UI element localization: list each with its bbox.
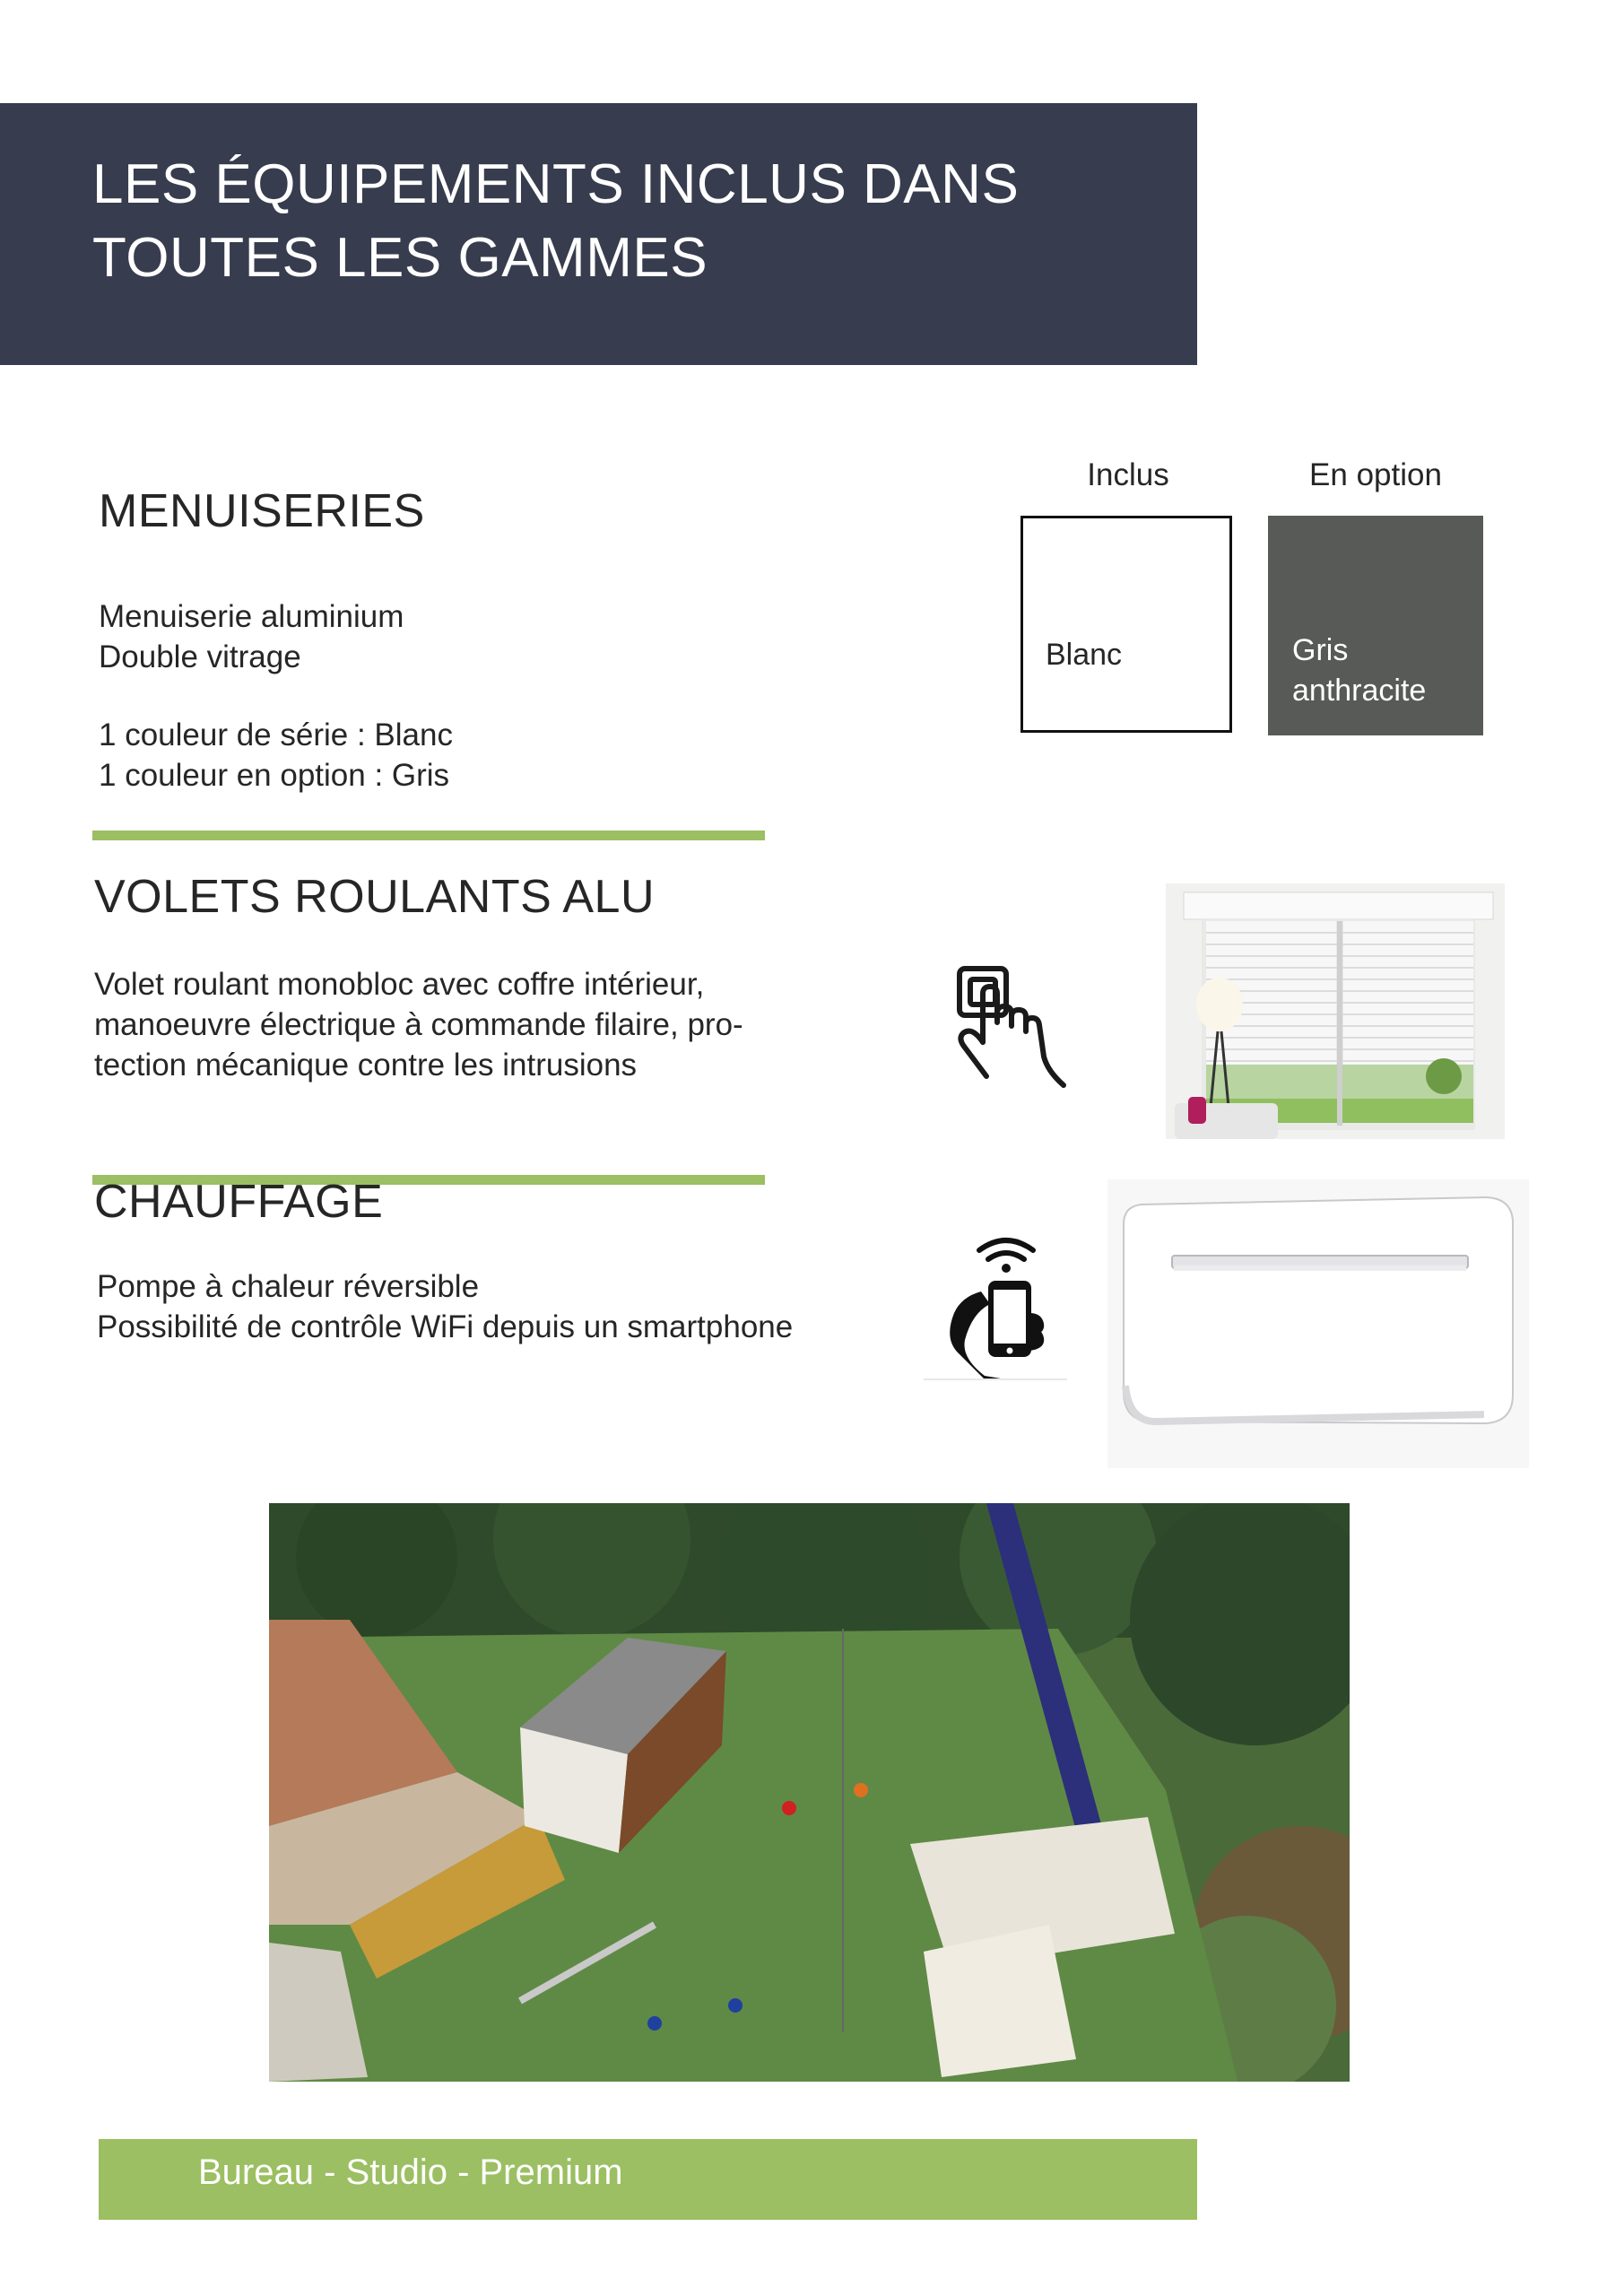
- page-title-line2: TOUTES LES GAMMES: [92, 227, 708, 289]
- touch-button-icon: [951, 960, 1076, 1090]
- menuiseries-title: MENUISERIES: [99, 485, 425, 537]
- volets-title: VOLETS ROULANTS ALU: [94, 871, 656, 923]
- volets-description: [94, 964, 743, 1085]
- chauffage-line: Pompe à chaleur réversible: [97, 1269, 480, 1304]
- volets-line: Volet roulant monobloc avec coffre intérieur,: [94, 967, 705, 1002]
- page-title-line1: LES ÉQUIPEMENTS INCLUS DANS: [92, 153, 1020, 215]
- volets-line: manoeuvre électrique à commande filaire, pro-: [94, 1007, 743, 1042]
- footer-text: Bureau - Studio - Premium: [198, 2152, 623, 2192]
- crane-installation-photo: [269, 1503, 1350, 2082]
- menuiseries-line: 1 couleur de série : Blanc: [99, 718, 453, 752]
- swatch-label-option-line1: Gris: [1292, 633, 1349, 667]
- swatch-label-option: [1292, 631, 1426, 711]
- swatch-header-option: En option: [1309, 457, 1442, 492]
- swatch-grey: [1268, 516, 1483, 735]
- menuiseries-line: Double vitrage: [99, 639, 301, 674]
- smartphone-wifi-icon: [924, 1229, 1072, 1381]
- chauffage-line: Possibilité de contrôle WiFi depuis un smartphone: [97, 1309, 794, 1344]
- menuiseries-description: [99, 596, 453, 796]
- menuiseries-line: 1 couleur en option : Gris: [99, 758, 450, 793]
- volets-line: tection mécanique contre les intrusions: [94, 1048, 638, 1083]
- roller-shutter-photo: [1166, 883, 1505, 1139]
- swatch-header-included: Inclus: [1087, 457, 1169, 492]
- chauffage-description: [97, 1266, 793, 1347]
- menuiseries-line: Menuiserie aluminium: [99, 599, 404, 634]
- heat-pump-photo: [1107, 1179, 1529, 1468]
- page-title: [92, 148, 1124, 295]
- swatch-label-option-line2: anthracite: [1292, 674, 1427, 708]
- swatch-white: [1020, 516, 1232, 733]
- section-divider: [92, 831, 765, 840]
- chauffage-title: CHAUFFAGE: [94, 1176, 384, 1228]
- swatch-label-included: Blanc: [1046, 638, 1123, 672]
